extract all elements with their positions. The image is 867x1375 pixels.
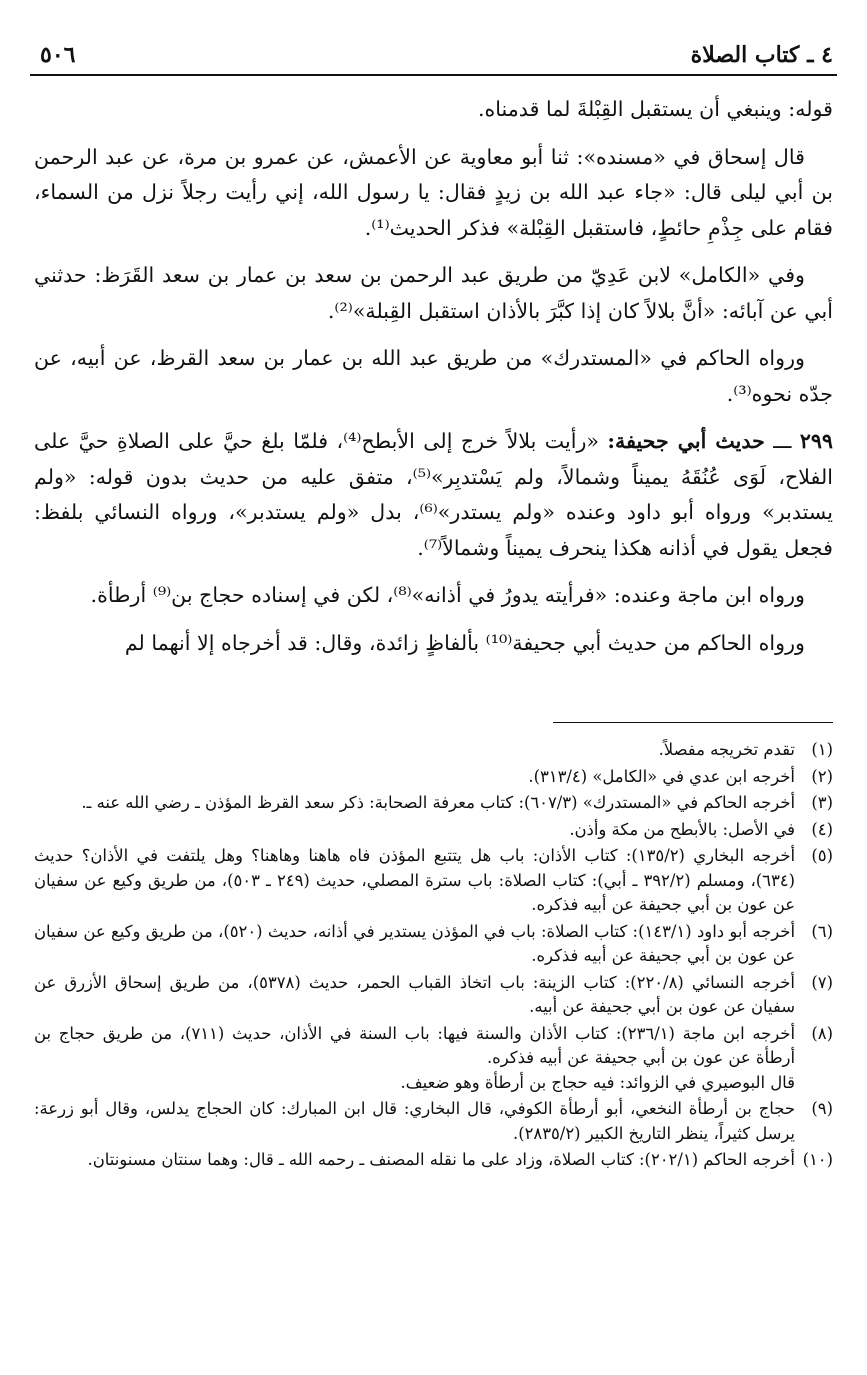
paragraph-6: ورواه ابن ماجة وعنده: «فرأيته يدورُ في أذانه»⁽⁸⁾، لكن في إسناده حجاج بن⁽⁹⁾ أرطأة. [90, 583, 805, 607]
footnote [34, 844, 833, 918]
footnote-number: (٤) [811, 819, 833, 839]
footnote-text: أخرجه البخاري (١٣٥/٢): كتاب الأذان: باب هل يتتبع المؤذن فاه هاهنا وهاهنا؟ وهل يلتفت في الأذان؟ حديث (٦٣٤)، ومسلم (٣٩٢/٢ ـ أبي): كتاب الصلاة: باب سترة المصلي، حديث (٢٤٩ ـ ٥٠٣)، من طريق وكيع عن سفيان عن عون بن أبي جحيفة عن أبيه فذكره. [34, 846, 796, 914]
footnote-number: (٥) [811, 846, 833, 865]
footnote-number: (٦) [811, 921, 833, 941]
footnote-text: أخرجه أبو داود (١٤٣/١): كتاب الصلاة: باب في المؤذن يستدير في أذانه، حديث (٥٢٠)، من طريق وكيع عن سفيان عن عون بن أبي جحيفة عن أبيه فذكره. [34, 921, 795, 965]
footnote-text: أخرجه الحاكم (٢٠٢/١): كتاب الصلاة، وزاد على ما نقله المصنف ـ رحمه الله ـ قال: وهما سنتان مسنونتان. [87, 1150, 795, 1169]
footnote-text: أخرجه الحاكم في «المستدرك» (٦٠٧/٣): كتاب معرفة الصحابة: ذكر سعد القرظ المؤذن ـ رضي الله عنه ـ. [81, 793, 795, 812]
paragraph-4: ورواه الحاكم في «المستدرك» من طريق عبد الله بن عمار بن سعد القرظ، عن أبيه، عن جدّه نحوه⁽³⁾. [34, 346, 833, 406]
footnote-number: (٧) [811, 972, 833, 992]
footnotes [34, 738, 833, 1175]
hadith-title: حديث أبي جحيفة: [607, 429, 765, 453]
footnote-number: (٩) [811, 1099, 833, 1118]
footnote [34, 818, 833, 843]
footnote-text: أخرجه النسائي (٢٢٠/٨): كتاب الزينة: باب اتخاذ القباب الحمر، حديث (٥٣٧٨)، من طريق إسحاق الأزرق عن سفيان عن عون بن أبي جحيفة عن أبيه. [34, 972, 795, 1016]
footnote [34, 791, 833, 816]
paragraph-7: ورواه الحاكم من حديث أبي جحيفة⁽¹⁰⁾ بألفاظٍ زائدة، وقال: قد أخرجاه إلا أنهما لم [124, 630, 805, 655]
footnote [34, 971, 833, 1020]
page-number: ٥٠٦ [40, 42, 76, 68]
footnote [34, 1148, 833, 1173]
paragraph-2: قال إسحاق في «مسنده»: ثنا أبو معاوية عن الأعمش، عن عمرو بن مرة، عن عبد الرحمن بن أبي ليلى قال: «جاء عبد الله بن زيدٍ فقال: يا رسول الله، إني رأيت رجلاً نزل من السماء، فقام على جِذْمِ حائطٍ، فاستقبل القِبْلة» فذكر الحديث⁽¹⁾. [34, 144, 833, 240]
footnote-text: حجاج بن أرطأة النخعي، أبو أرطأة الكوفي، قال البخاري: قال ابن المبارك: كان الحجاج يدلس، وقال أبو زرعة: يرسل كثيراً، ينظر التاريخ الكبير (٢٨٣٥/٢). [34, 1099, 795, 1143]
footnote-text: في الأصل: بالأبطح من مكة وأذن. [569, 819, 795, 839]
hadith-paragraph [34, 424, 833, 566]
footnote-number: (١) [811, 740, 833, 759]
footnote [34, 1097, 833, 1146]
footnote-text [34, 1022, 795, 1096]
paragraph-1: قوله: وينبغي أن يستقبل القِبْلةَ لما قدمناه. [477, 97, 833, 121]
footnote-text: تقدم تخريجه مفصلاً. [658, 740, 795, 759]
footnote-number: (٢) [811, 766, 833, 786]
footnote-separator [553, 722, 833, 723]
hadith-number: ٢٩٩ [799, 429, 833, 453]
footnote [34, 1022, 833, 1096]
footnote-main-text: أخرجه ابن ماجة (٢٣٦/١): كتاب الأذان والسنة فيها: باب السنة في الأذان، حديث (٧١١)، من طريق حجاج بن أرطأة عن عون بن أبي جحيفة عن أبيه فذكره. [34, 1023, 795, 1067]
footnote-number: (٨) [811, 1023, 833, 1043]
hadith-dash: ـــ [764, 429, 800, 453]
hadith-text: «رأيت بلالاً خرج إلى الأبطح⁽⁴⁾، فلمّا بلغ حيَّ على الصلاةِ حيَّ على الفلاح، لَوَى عُنُقَهُ يميناً وشمالاً، ولم يَسْتدبِر»⁽⁵⁾، متفق عليه من حديث بدون قوله: «ولم يستدبر» ورواه أبو داود وعنده «ولم يستدر»⁽⁶⁾، بدل «ولم يستدبر»، ورواه النسائي بلفظ: فجعل يقول في أذانه هكذا ينحرف يميناً وشمالاً⁽⁷⁾. [34, 429, 833, 560]
footnote-number: (٣) [811, 793, 833, 812]
footnote-text: أخرجه ابن عدي في «الكامل» (٣١٣/٤). [528, 766, 795, 786]
footnote-extra-line: قال البوصيري في الزوائد: فيه حجاج بن أرطأة وهو ضعيف. [400, 1072, 795, 1092]
footnote [34, 920, 833, 969]
footnote [34, 738, 833, 763]
footnote-number: (١٠) [802, 1150, 833, 1169]
main-text [34, 92, 833, 673]
running-head: ٤ ـ كتاب الصلاة [690, 42, 833, 68]
page-header [30, 40, 837, 76]
paragraph-3: وفي «الكامل» لابن عَدِيّ من طريق عبد الرحمن بن سعد بن عمار بن سعد القَرَظ: حدثني أبي عن آبائه: «أنَّ بلالاً كان إذا كبَّرَ بالأذان استقبل القِبلة»⁽²⁾. [34, 263, 833, 323]
footnote [34, 765, 833, 790]
